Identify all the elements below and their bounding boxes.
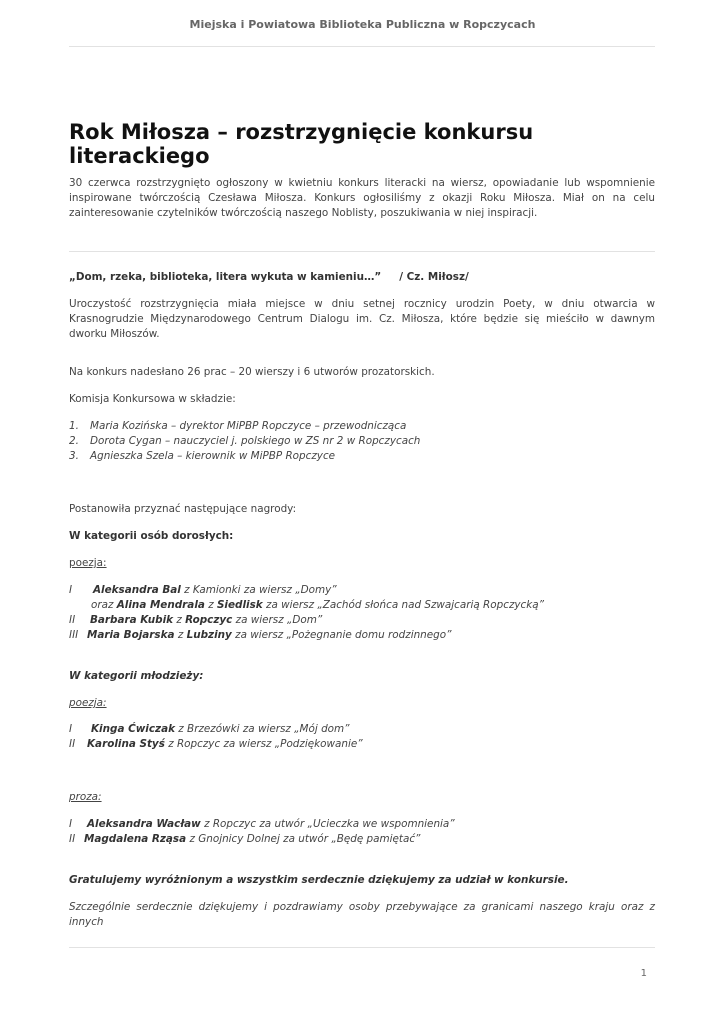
winner-from: z [174,629,187,641]
thanks-paragraph: Szczególnie serdecznie dziękujemy i pozdrawiamy osoby przebywające za granicami naszego kraju oraz z innych [69,901,655,928]
committee-heading: Komisja Konkursowa w składzie: [69,393,236,405]
youth-prose-label: proza: [69,791,102,803]
library-header: Miejska i Powiatowa Biblioteka Publiczna w Ropczycach [189,18,536,31]
congratulations-text: Gratulujemy wyróżnionym a wszystkim serdecznie dziękujemy za udział w konkursie. [69,874,569,886]
winner-name: Kinga Ćwiczak [91,723,175,735]
award-rank: II [69,738,76,750]
committee-member-text: Agnieszka Szela – kierownik w MiPBP Ropczyce [90,450,336,462]
award-entry [69,722,669,737]
award-rank: I [69,584,73,596]
award-entry [69,583,669,598]
page-number: 1 [640,968,647,979]
committee-member [69,419,669,434]
awards-intro: Postanowiła przyznać następujące nagrody: [69,503,297,515]
quote-author: / Cz. Miłosz/ [399,271,469,283]
winner-name: Barbara Kubik [90,614,174,626]
winner-details: z Kamionki za wiersz „Domy” [180,584,337,596]
winner-details: z Gnojnicy Dolnej za utwór „Będę pamiętać” [186,833,421,845]
winner-details: z Ropczyc za wiersz „Podziękowanie” [164,738,363,750]
winner-from: z [173,614,186,626]
winner-place: Lubziny [186,629,232,641]
footer-divider [69,947,655,948]
intro-paragraph: 30 czerwca rozstrzygnięto ogłoszony w kwietniu konkurs literacki na wiersz, opowiadanie lub wspomnienie inspirowane twórczością Czesława Miłosza. Konkurs ogłosiliśmy z okazji Roku Miłosza. Miał on na celu zainteresowanie czytelników twórczością naszego Noblisty, poszukiwania w niej inspiracji. [69,177,655,219]
winner-place: Ropczyc [185,614,233,626]
winner-name: Maria Bojarska [87,629,175,641]
award-entry [69,817,669,832]
quote-line [69,270,669,285]
winner-name: Karolina Styś [87,738,165,750]
committee-member-text: Dorota Cygan – nauczyciel j. polskiego w ZS nr 2 w Ropczycach [90,435,421,447]
winner-from: z [204,599,217,611]
award-entry [69,832,669,847]
award-rank: I [69,723,73,735]
award-entry [69,737,669,752]
ceremony-paragraph: Uroczystość rozstrzygnięcia miała miejsce w dniu setnej rocznicy urodzin Poety, w dniu otwarcia w Krasnogrudzie Międzynarodowego Centrum Dialogu im. Cz. Miłosza, które będzie się mieściło w dawnym dworku Miłoszów. [69,298,655,340]
award-entry [69,598,669,613]
award-rank: II [69,614,76,626]
header-divider [69,46,655,47]
winner-details: za wiersz „Dom” [232,614,323,626]
award-entry [69,613,669,628]
winner-name: Aleksandra Bal [93,584,181,596]
winner-details: za wiersz „Pożegnanie domu rodzinnego” [231,629,452,641]
submissions-text: Na konkurs nadesłano 26 prac – 20 wierszy i 6 utworów prozatorskich. [69,366,435,378]
winner-place: Siedlisk [216,599,263,611]
youth-category-heading: W kategorii młodzieży: [69,670,204,682]
adult-category-heading: W kategorii osób dorosłych: [69,530,234,542]
list-number: 1. [69,420,79,432]
committee-member [69,434,669,449]
winner-name: Aleksandra Wacław [87,818,201,830]
article-title: Rok Miłosza – rozstrzygnięcie konkursu literackiego [69,120,534,168]
award-conjunction: oraz [91,599,117,611]
award-entry [69,628,669,643]
section-divider [69,251,655,252]
award-rank: III [69,629,79,641]
award-rank: I [69,818,73,830]
committee-member [69,449,669,464]
quote-text: „Dom, rzeka, biblioteka, litera wykuta w kamieniu…” [69,271,382,283]
winner-details: za wiersz „Zachód słońca nad Szwajcarią Ropczycką” [262,599,545,611]
winner-name: Alina Mendrala [116,599,205,611]
adult-poetry-label: poezja: [69,557,107,569]
winner-name: Magdalena Rząsa [84,833,187,845]
list-number: 2. [69,435,79,447]
committee-member-text: Maria Kozińska – dyrektor MiPBP Ropczyce – przewodnicząca [90,420,407,432]
youth-poetry-label: poezja: [69,697,107,709]
winner-details: z Brzezówki za wiersz „Mój dom” [175,723,350,735]
award-rank: II [69,833,76,845]
list-number: 3. [69,450,79,462]
winner-details: z Ropczyc za utwór „Ucieczka we wspomnienia” [200,818,455,830]
